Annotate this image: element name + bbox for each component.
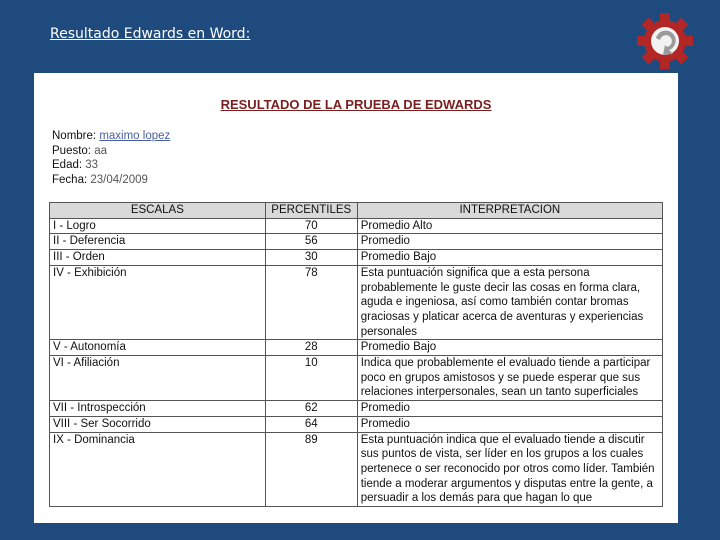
scale-cell: IX - Dominancia <box>50 432 266 507</box>
percentile-cell: 64 <box>265 416 357 432</box>
scale-cell: VII - Introspección <box>50 401 266 417</box>
table-row <box>50 340 663 356</box>
table-row <box>50 218 663 234</box>
scale-cell: V - Autonomía <box>50 340 266 356</box>
interpretation-cell: Esta puntuación significa que a esta persona probablemente le guste decir las cosas en forma clara, aguda e ingeniosa, así como también contar bromas graciosas y platicar acerca de aventuras y experiencias personales <box>357 265 662 340</box>
percentile-cell: 56 <box>265 234 357 250</box>
header-percentiles: PERCENTILES <box>265 203 357 219</box>
header-scales: ESCALAS <box>50 203 266 219</box>
scale-cell: III - Orden <box>50 250 266 266</box>
info-date: Fecha: 23/04/2009 <box>52 173 148 186</box>
table-row <box>50 234 663 250</box>
percentile-cell: 30 <box>265 250 357 266</box>
table-row <box>50 250 663 266</box>
interpretation-cell: Promedio Bajo <box>357 250 662 266</box>
table-header-row <box>50 203 663 219</box>
table-row <box>50 416 663 432</box>
table-row <box>50 356 663 401</box>
interpretation-cell: Promedio <box>357 401 662 417</box>
slide-title: Resultado Edwards en Word: <box>50 26 251 42</box>
interpretation-cell: Esta puntuación indica que el evaluado tiende a discutir sus puntos de vista, ser líder en los grupos a los cuales pertenece o ser reconocido por otros como líder. También tiende a moderar argumentos y disputas entre la gente, a persuadir a los demás para que hagan lo que <box>357 432 662 507</box>
gear-logo-icon <box>634 12 696 70</box>
info-age: Edad: 33 <box>52 159 99 171</box>
interpretation-cell: Indica que probablemente el evaluado tiende a participar poco en grupos amistosos y se puede esperar que sus relaciones interpersonales, sean un tanto superficiales <box>357 356 662 401</box>
interpretation-cell: Promedio Alto <box>357 218 662 234</box>
percentile-cell: 10 <box>265 356 357 401</box>
interpretation-cell: Promedio Bajo <box>357 340 662 356</box>
scale-cell: II - Deferencia <box>50 234 266 250</box>
percentile-cell: 28 <box>265 340 357 356</box>
interpretation-cell: Promedio <box>357 416 662 432</box>
info-position: Puesto: aa <box>52 144 107 157</box>
scale-cell: I - Logro <box>50 218 266 234</box>
scale-cell: VIII - Ser Socorrido <box>50 416 266 432</box>
table-row <box>50 265 663 340</box>
document-title: RESULTADO DE LA PRUEBA DE EDWARDS <box>220 97 492 112</box>
info-name: Nombre: maximo lopez <box>52 130 171 142</box>
header-interpretation: INTERPRETACION <box>357 203 662 219</box>
table-row <box>50 432 663 507</box>
table-row <box>50 401 663 417</box>
interpretation-cell: Promedio <box>357 234 662 250</box>
results-table <box>49 202 663 507</box>
percentile-cell: 78 <box>265 265 357 340</box>
scale-cell: IV - Exhibición <box>50 265 266 340</box>
candidate-info <box>52 129 170 187</box>
percentile-cell: 70 <box>265 218 357 234</box>
percentile-cell: 89 <box>265 432 357 507</box>
scale-cell: VI - Afiliación <box>50 356 266 401</box>
percentile-cell: 62 <box>265 401 357 417</box>
word-document <box>34 73 678 523</box>
